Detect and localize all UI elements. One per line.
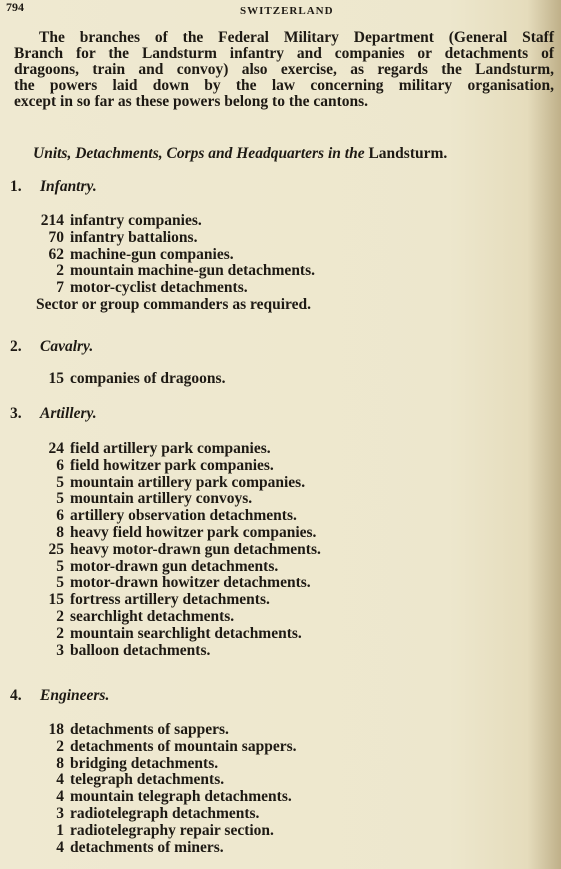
unit-description: searchlight detachments.	[70, 607, 235, 625]
section-title-italic: Units, Detachments, Corps and Headquarters in the	[33, 145, 365, 162]
unit-description: machine-gun companies.	[70, 245, 234, 263]
unit-description: balloon detachments.	[70, 641, 211, 659]
unit-count: 6	[56, 456, 64, 474]
unit-description: companies of dragoons.	[70, 370, 226, 387]
unit-description: fortress artillery detachments.	[70, 591, 270, 609]
unit-count: 24	[48, 440, 64, 457]
unit-description: mountain telegraph detachments.	[70, 788, 292, 806]
unit-description: heavy field howitzer park companies.	[70, 523, 317, 541]
unit-count: 3	[56, 641, 64, 659]
unit-description: detachments of mountain sappers.	[70, 737, 297, 755]
unit-list-item	[36, 280, 315, 297]
unit-count: 3	[56, 804, 64, 822]
unit-count: 4	[56, 838, 64, 856]
unit-count: 15	[48, 591, 64, 609]
section-number: 1.	[10, 178, 22, 195]
engineers-list	[36, 722, 296, 856]
unit-count: 1	[56, 821, 64, 839]
unit-description: field artillery park companies.	[70, 440, 271, 457]
intro-paragraph	[14, 30, 554, 110]
intro-line: except in so far as these powers belong to the cantons.	[14, 93, 369, 110]
unit-count: 6	[56, 507, 64, 525]
unit-count: 8	[56, 754, 64, 772]
unit-description: mountain artillery convoys.	[70, 490, 253, 508]
unit-list-item	[36, 371, 225, 388]
unit-count: 15	[48, 370, 64, 387]
unit-description: motor-cyclist detachments.	[70, 279, 248, 297]
page-number: 794	[6, 0, 24, 14]
unit-list-item	[36, 525, 321, 542]
unit-count: 70	[48, 228, 64, 246]
intro-line: The branches of the Federal Military Department (General Staff	[39, 29, 554, 46]
unit-count: 2	[56, 262, 64, 280]
unit-description: mountain machine-gun detachments.	[70, 262, 316, 280]
running-title: SWITZERLAND	[240, 5, 334, 17]
unit-list-item	[36, 441, 321, 458]
unit-count: 18	[48, 721, 64, 738]
unit-list-item	[36, 722, 296, 739]
infantry-list	[36, 213, 315, 314]
unit-count: 5	[56, 490, 64, 508]
unit-count: 5	[56, 557, 64, 575]
unit-description: Sector or group commanders as required.	[36, 295, 311, 313]
section-name: Cavalry.	[40, 338, 94, 355]
unit-description: infantry battalions.	[70, 228, 198, 246]
unit-description: detachments of sappers.	[70, 721, 229, 738]
unit-list-item	[36, 823, 296, 840]
artillery-list	[36, 441, 321, 659]
intro-line: Branch for the Landsturm infantry and companies or detachments of	[14, 45, 554, 62]
unit-list-item	[36, 840, 296, 857]
unit-list-item	[36, 559, 321, 576]
unit-description: artillery observation detachments.	[70, 507, 297, 525]
unit-description: radiotelegraph detachments.	[70, 804, 260, 822]
unit-list-item	[36, 592, 321, 609]
unit-list-item	[36, 230, 315, 247]
unit-description: field howitzer park companies.	[70, 456, 274, 474]
unit-list-item	[36, 263, 315, 280]
cavalry-list	[36, 371, 225, 388]
unit-count: 2	[56, 624, 64, 642]
unit-description: mountain artillery park companies.	[70, 473, 306, 491]
unit-description: infantry companies.	[70, 212, 202, 229]
unit-list-item	[36, 609, 321, 626]
unit-count: 8	[56, 523, 64, 541]
unit-list-item	[36, 756, 296, 773]
unit-list-item	[36, 789, 296, 806]
unit-list-item	[36, 542, 321, 559]
unit-description: mountain searchlight detachments.	[70, 624, 302, 642]
unit-count: 4	[56, 788, 64, 806]
intro-line: dragoons, train and convoy) also exercise, as regards the Landsturm,	[14, 61, 554, 78]
unit-list-item	[36, 297, 315, 314]
section-number: 2.	[10, 338, 22, 355]
unit-description: bridging detachments.	[70, 754, 219, 772]
unit-count: 2	[56, 737, 64, 755]
section-heading-cavalry	[10, 338, 93, 356]
section-title-roman: Landsturm.	[368, 145, 448, 162]
unit-list-item	[36, 806, 296, 823]
unit-count: 5	[56, 473, 64, 491]
unit-list-item	[36, 491, 321, 508]
unit-list-item	[36, 626, 321, 643]
unit-count: 4	[56, 771, 64, 789]
section-name: Engineers.	[40, 687, 110, 704]
unit-list-item	[36, 575, 321, 592]
section-number: 4.	[10, 687, 22, 704]
unit-description: motor-drawn howitzer detachments.	[70, 574, 311, 592]
unit-list-item	[36, 772, 296, 789]
unit-count: 7	[56, 279, 64, 297]
section-title	[33, 145, 447, 163]
unit-list-item	[36, 213, 315, 230]
unit-description: radiotelegraphy repair section.	[70, 821, 274, 839]
intro-line: the powers laid down by the law concerning military organisation,	[14, 77, 554, 94]
section-heading-artillery	[10, 405, 97, 423]
unit-list-item	[36, 458, 321, 475]
unit-count: 2	[56, 607, 64, 625]
unit-description: heavy motor-drawn gun detachments.	[70, 540, 321, 558]
unit-list-item	[36, 508, 321, 525]
unit-count: 62	[48, 245, 64, 263]
unit-list-item	[36, 475, 321, 492]
unit-list-item	[36, 247, 315, 264]
section-heading-engineers	[10, 687, 109, 705]
unit-description: telegraph detachments.	[70, 771, 225, 789]
unit-list-item	[36, 643, 321, 660]
unit-count: 214	[40, 212, 64, 229]
unit-count: 25	[48, 540, 64, 558]
section-name: Artillery.	[40, 405, 97, 422]
section-heading-infantry	[10, 178, 97, 196]
section-number: 3.	[10, 405, 22, 422]
unit-count: 5	[56, 574, 64, 592]
section-name: Infantry.	[40, 178, 97, 195]
unit-description: detachments of miners.	[70, 838, 224, 856]
unit-description: motor-drawn gun detachments.	[70, 557, 279, 575]
unit-list-item	[36, 739, 296, 756]
